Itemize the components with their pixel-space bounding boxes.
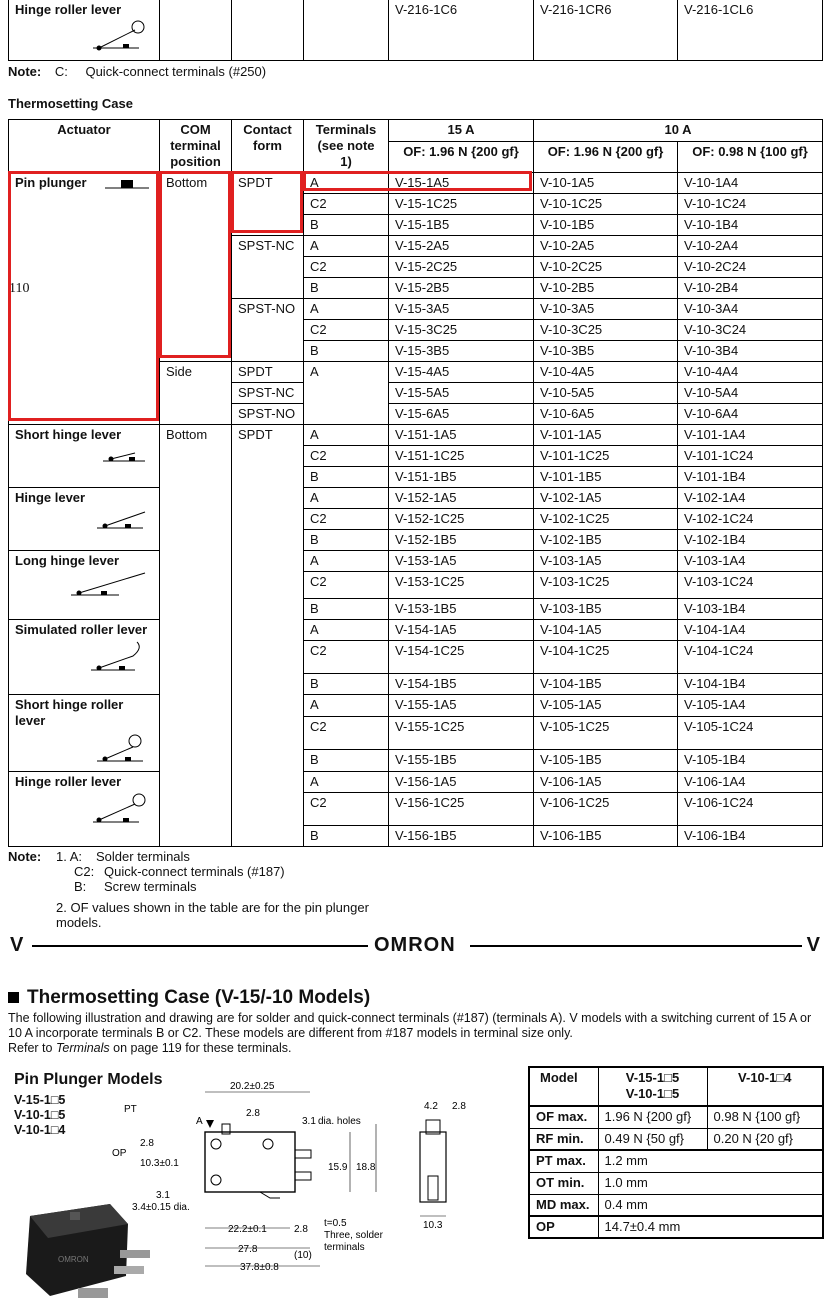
spec-table xyxy=(528,1066,824,1239)
table-row xyxy=(9,173,823,194)
terminal-cell: A xyxy=(304,695,389,717)
model-15a-cell: V-15-3A5 xyxy=(389,299,534,320)
short-hinge-lever-icon xyxy=(15,443,155,465)
model-10b-cell: V-106-1B4 xyxy=(678,826,823,847)
spec-row xyxy=(529,1172,823,1194)
model-15a-cell: V-151-1C25 xyxy=(389,446,534,467)
pin-plunger-icon xyxy=(103,176,153,190)
footer-rule-left xyxy=(32,945,368,947)
actuator-label: Hinge lever xyxy=(15,490,86,505)
spec-val: 0.20 N {20 gf} xyxy=(707,1128,823,1150)
spec-val: 1.0 mm xyxy=(598,1172,823,1194)
model-15a-cell: V-152-1A5 xyxy=(389,488,534,509)
model-10a-cell: V-10-2C25 xyxy=(534,257,678,278)
terminal-cell: C2 xyxy=(304,320,389,341)
terminal-cell: B xyxy=(304,278,389,299)
actuator-label: Long hinge lever xyxy=(15,553,120,568)
model-10b-cell: V-101-1A4 xyxy=(678,425,823,446)
spec-row xyxy=(529,1128,823,1150)
model-10b-cell: V-10-2A4 xyxy=(678,236,823,257)
com-cell: Side xyxy=(160,362,232,425)
spec-row xyxy=(529,1216,823,1238)
model-15a-cell: V-15-2A5 xyxy=(389,236,534,257)
model-10a-cell: V-10-3B5 xyxy=(534,341,678,362)
model-10b-cell: V-10-1B4 xyxy=(678,215,823,236)
header-15a: 15 A xyxy=(389,120,534,142)
actuator-cell xyxy=(9,695,160,772)
footer-right: V xyxy=(806,934,820,956)
simulated-roller-lever-icon xyxy=(15,638,155,674)
dim-188: 18.8 xyxy=(356,1162,376,1173)
terminal-cell: C2 xyxy=(304,446,389,467)
model-10b-cell: V-10-3C24 xyxy=(678,320,823,341)
spec-val: 1.96 N {200 gf} xyxy=(598,1106,707,1128)
table-row xyxy=(9,695,823,717)
model-10a-cell: V-105-1B5 xyxy=(534,750,678,772)
footer-band xyxy=(8,934,822,958)
model-10b-cell: V-102-1C24 xyxy=(678,509,823,530)
actuator-label: Hinge roller lever xyxy=(15,2,122,17)
note-1a: Solder terminals xyxy=(96,849,190,864)
model-15a-cell: V-154-1C25 xyxy=(389,641,534,674)
dim-28c: 2.8 xyxy=(294,1224,308,1235)
note-1c: Screw terminals xyxy=(104,879,197,894)
dim-10: (10) xyxy=(294,1250,312,1261)
terminal-cell: B xyxy=(304,215,389,236)
model-10b-cell: V-10-6A4 xyxy=(678,404,823,425)
long-hinge-lever-icon xyxy=(15,569,155,599)
cell: V-216-1C6 xyxy=(389,0,534,61)
terminal-cell: C2 xyxy=(304,509,389,530)
spec-val: 0.49 N {50 gf} xyxy=(598,1128,707,1150)
p2-a: Refer to xyxy=(8,1041,56,1055)
model-10a-cell: V-103-1B5 xyxy=(534,599,678,620)
model-10b-cell: V-105-1A4 xyxy=(678,695,823,717)
hinge-roller-lever-icon xyxy=(15,18,155,54)
section2-heading xyxy=(8,987,370,1009)
model-10b-cell: V-10-4A4 xyxy=(678,362,823,383)
model-10b-cell: V-103-1A4 xyxy=(678,551,823,572)
actuator-label: Simulated roller lever xyxy=(15,622,148,637)
svg-text:OMRON: OMRON xyxy=(58,1255,89,1264)
contact-cell: SPDT xyxy=(232,173,304,236)
terminal-cell: C2 xyxy=(304,716,389,750)
model-10b-cell: V-103-1C24 xyxy=(678,572,823,599)
model-10b-cell: V-104-1C24 xyxy=(678,641,823,674)
spec-h-c1a: V-15-1□5 xyxy=(625,1070,680,1085)
spec-key: OF max. xyxy=(529,1106,598,1128)
model-10a-cell: V-10-4A5 xyxy=(534,362,678,383)
contact-cell: SPDT xyxy=(232,425,304,847)
spec-key: OP xyxy=(529,1216,598,1238)
spec-val: 1.2 mm xyxy=(598,1150,823,1172)
com-cell: Bottom xyxy=(160,425,232,847)
dim-159: 15.9 xyxy=(328,1162,348,1173)
model-10a-cell: V-10-6A5 xyxy=(534,404,678,425)
spec-val: 14.7±0.4 mm xyxy=(598,1216,823,1238)
header-actuator: Actuator xyxy=(9,120,160,173)
header-contact: Contact form xyxy=(232,120,304,173)
spec-row xyxy=(529,1194,823,1216)
p2-italic: Terminals xyxy=(55,1041,110,1055)
model-15a-cell: V-153-1C25 xyxy=(389,572,534,599)
footer-left: V xyxy=(10,934,24,956)
model-10b-cell: V-104-1B4 xyxy=(678,674,823,695)
model-10a-cell: V-101-1A5 xyxy=(534,425,678,446)
actuator-cell xyxy=(9,551,160,620)
dim-t: t=0.5 xyxy=(324,1218,347,1229)
contact-cell: SPST-NC xyxy=(232,383,304,404)
model-15a-cell: V-152-1B5 xyxy=(389,530,534,551)
side-103: 10.3 xyxy=(423,1220,443,1231)
model-15a-cell: V-155-1A5 xyxy=(389,695,534,717)
model-10a-cell: V-10-1A5 xyxy=(534,173,678,194)
note-text: Quick-connect terminals (#250) xyxy=(85,64,267,79)
terminal-cell: B xyxy=(304,599,389,620)
terminal-cell: B xyxy=(304,341,389,362)
model-15a-cell: V-154-1B5 xyxy=(389,674,534,695)
terminal-cell: C2 xyxy=(304,641,389,674)
spec-row xyxy=(529,1150,823,1172)
dim-222: 22.2±0.1 xyxy=(228,1224,267,1235)
model-10a-cell: V-104-1B5 xyxy=(534,674,678,695)
table-row xyxy=(9,488,823,509)
contact-cell: SPDT xyxy=(232,362,304,383)
terminal-cell: A xyxy=(304,425,389,446)
model-15a-cell: V-155-1B5 xyxy=(389,750,534,772)
terminal-cell: B xyxy=(304,826,389,847)
terminal-cell: C2 xyxy=(304,572,389,599)
model-10a-cell: V-103-1A5 xyxy=(534,551,678,572)
terminal-cell: A xyxy=(304,173,389,194)
spec-key: OT min. xyxy=(529,1172,598,1194)
model-10a-cell: V-101-1B5 xyxy=(534,467,678,488)
notes-label: Note: xyxy=(8,849,42,864)
dim-31: 3.1 xyxy=(302,1116,316,1127)
model-10a-cell: V-102-1C25 xyxy=(534,509,678,530)
model-10b-cell: V-10-1A4 xyxy=(678,173,823,194)
model-3: V-10-1□4 xyxy=(14,1123,66,1137)
model-15a-cell: V-156-1B5 xyxy=(389,826,534,847)
model-10a-cell: V-103-1C25 xyxy=(534,572,678,599)
model-10a-cell: V-10-2B5 xyxy=(534,278,678,299)
square-bullet-icon xyxy=(8,992,19,1003)
actuator-cell xyxy=(9,173,160,425)
model-10b-cell: V-103-1B4 xyxy=(678,599,823,620)
note-1b-key: C2: xyxy=(74,864,95,879)
dim-top: 20.2±0.25 xyxy=(230,1081,275,1092)
section2-title: Thermosetting Case (V-15/-10 Models) xyxy=(27,987,371,1008)
model-15a-cell: V-152-1C25 xyxy=(389,509,534,530)
top-actuator-cell xyxy=(9,0,160,61)
model-10a-cell: V-101-1C25 xyxy=(534,446,678,467)
model-10b-cell: V-10-3B4 xyxy=(678,341,823,362)
model-15a-cell: V-15-4A5 xyxy=(389,362,534,383)
model-10a-cell: V-106-1B5 xyxy=(534,826,678,847)
model-10a-cell: V-10-3C25 xyxy=(534,320,678,341)
hinge-lever-icon xyxy=(15,506,155,532)
actuator-cell xyxy=(9,772,160,847)
terminal-cell: B xyxy=(304,674,389,695)
table-row xyxy=(9,551,823,572)
spec-val: 0.4 mm xyxy=(598,1194,823,1216)
model-10a-cell: V-10-5A5 xyxy=(534,383,678,404)
hinge-roller-lever-icon xyxy=(15,790,155,826)
model-10a-cell: V-104-1C25 xyxy=(534,641,678,674)
model-10a-cell: V-104-1A5 xyxy=(534,620,678,641)
model-2: V-10-1□5 xyxy=(14,1108,66,1122)
model-10b-cell: V-106-1A4 xyxy=(678,772,823,793)
model-10b-cell: V-10-1C24 xyxy=(678,194,823,215)
omron-logo: OMRON xyxy=(374,934,456,956)
table-row xyxy=(9,425,823,446)
model-10a-cell: V-102-1A5 xyxy=(534,488,678,509)
actuator-cell xyxy=(9,488,160,551)
dim-a: A xyxy=(196,1116,203,1127)
thermosetting-table xyxy=(8,119,823,847)
short-hinge-roller-lever-icon xyxy=(15,729,155,765)
terminal-cell: A xyxy=(304,236,389,257)
dim-378: 37.8±0.8 xyxy=(240,1262,279,1273)
dim-terminals: terminals xyxy=(324,1242,365,1253)
top-table xyxy=(8,0,823,61)
dim-pt: PT xyxy=(124,1104,137,1115)
terminal-cell: A xyxy=(304,772,389,793)
spec-val: 0.98 N {100 gf} xyxy=(707,1106,823,1128)
dim-three: Three, solder xyxy=(324,1230,383,1241)
actuator-cell xyxy=(9,425,160,488)
model-15a-cell: V-15-5A5 xyxy=(389,383,534,404)
model-15a-cell: V-15-2C25 xyxy=(389,257,534,278)
model-10a-cell: V-106-1A5 xyxy=(534,772,678,793)
model-15a-cell: V-15-3B5 xyxy=(389,341,534,362)
model-10a-cell: V-102-1B5 xyxy=(534,530,678,551)
model-15a-cell: V-156-1C25 xyxy=(389,793,534,826)
com-cell: Bottom xyxy=(160,173,232,362)
notes xyxy=(8,849,408,930)
model-15a-cell: V-155-1C25 xyxy=(389,716,534,750)
model-10b-cell: V-101-1B4 xyxy=(678,467,823,488)
terminal-cell: A xyxy=(304,299,389,320)
terminal-cell: C2 xyxy=(304,194,389,215)
model-15a-cell: V-156-1A5 xyxy=(389,772,534,793)
note-1b: Quick-connect terminals (#187) xyxy=(104,864,285,879)
model-10a-cell: V-105-1C25 xyxy=(534,716,678,750)
header-of15: OF: 1.96 N {200 gf} xyxy=(389,141,534,172)
model-list xyxy=(14,1093,65,1138)
contact-cell: SPST-NO xyxy=(232,299,304,362)
note-2: 2. OF values shown in the table are for the pin plunger models. xyxy=(56,900,369,930)
cell xyxy=(304,0,389,61)
actuator-label: Short hinge roller lever xyxy=(15,697,124,728)
dim-34: 3.4±0.15 dia. xyxy=(132,1202,190,1213)
section2-p1: The following illustration and drawing are for solder and quick-connect terminals (#187) (terminals A). V models with a switching current of 15 A or 10 A incorporate terminals B or C2. These models are different from #187 models in terminal size only. xyxy=(8,1011,812,1040)
actuator-label: Hinge roller lever xyxy=(15,774,122,789)
terminal-cell: A xyxy=(304,488,389,509)
model-15a-cell: V-15-6A5 xyxy=(389,404,534,425)
actuator-label: Pin plunger xyxy=(15,175,87,190)
dim-28: 2.8 xyxy=(246,1108,260,1119)
model-10b-cell: V-104-1A4 xyxy=(678,620,823,641)
section-title: Thermosetting Case xyxy=(8,96,133,111)
model-10a-cell: V-10-1C25 xyxy=(534,194,678,215)
table-row xyxy=(9,620,823,641)
note-key: C: xyxy=(54,64,68,79)
contact-cell: SPST-NO xyxy=(232,404,304,425)
spec-key: MD max. xyxy=(529,1194,598,1216)
pin-title: Pin Plunger Models xyxy=(14,1071,163,1088)
dim-31b: 3.1 xyxy=(156,1190,170,1201)
model-15a-cell: V-153-1A5 xyxy=(389,551,534,572)
model-10b-cell: V-10-2C24 xyxy=(678,257,823,278)
terminal-cell: B xyxy=(304,750,389,772)
side-28: 2.8 xyxy=(452,1101,466,1112)
spec-h-col2: V-10-1□4 xyxy=(707,1067,823,1106)
spec-h-c1b: V-10-1□5 xyxy=(625,1086,680,1101)
model-10b-cell: V-10-3A4 xyxy=(678,299,823,320)
spec-h-model: Model xyxy=(529,1067,598,1106)
section2-body xyxy=(8,1011,824,1056)
p2-b: on page 119 for these terminals. xyxy=(109,1041,292,1055)
dim-103: 10.3±0.1 xyxy=(140,1158,179,1169)
cell: V-216-1CR6 xyxy=(534,0,678,61)
model-15a-cell: V-154-1A5 xyxy=(389,620,534,641)
actuator-number: 110 xyxy=(9,281,30,296)
model-10b-cell: V-105-1C24 xyxy=(678,716,823,750)
header-10a: 10 A xyxy=(534,120,823,142)
terminal-cell: C2 xyxy=(304,257,389,278)
dim-op: OP xyxy=(112,1148,127,1159)
cell: V-216-1CL6 xyxy=(678,0,823,61)
spec-key: RF min. xyxy=(529,1128,598,1150)
model-15a-cell: V-151-1A5 xyxy=(389,425,534,446)
model-10b-cell: V-106-1C24 xyxy=(678,793,823,826)
model-15a-cell: V-151-1B5 xyxy=(389,467,534,488)
contact-cell: SPST-NC xyxy=(232,236,304,299)
model-15a-cell: V-15-1C25 xyxy=(389,194,534,215)
terminal-cell: A xyxy=(304,362,389,425)
note-label: Note: xyxy=(8,64,42,79)
header-com: COM terminal position xyxy=(160,120,232,173)
note-1: 1. A: xyxy=(56,849,83,864)
model-10b-cell: V-102-1A4 xyxy=(678,488,823,509)
model-1: V-15-1□5 xyxy=(14,1093,66,1107)
spec-key: PT max. xyxy=(529,1150,598,1172)
note-top xyxy=(8,64,266,79)
terminal-cell: B xyxy=(304,530,389,551)
header-of10a: OF: 1.96 N {200 gf} xyxy=(534,141,678,172)
actuator-cell xyxy=(9,620,160,695)
footer-rule-right xyxy=(470,945,802,947)
actuator-label: Short hinge lever xyxy=(15,427,122,442)
dim-28b: 2.8 xyxy=(140,1138,154,1149)
spec-row xyxy=(529,1106,823,1128)
header-terminals: Terminals (see note 1) xyxy=(304,120,389,173)
model-15a-cell: V-153-1B5 xyxy=(389,599,534,620)
dimension-drawing xyxy=(110,1080,510,1280)
spec-h-col1 xyxy=(598,1067,707,1106)
cell xyxy=(232,0,304,61)
model-10b-cell: V-10-2B4 xyxy=(678,278,823,299)
dim-holes: dia. holes xyxy=(318,1116,361,1127)
model-15a-cell: V-15-3C25 xyxy=(389,320,534,341)
model-10a-cell: V-10-3A5 xyxy=(534,299,678,320)
terminal-cell: C2 xyxy=(304,793,389,826)
model-10a-cell: V-10-2A5 xyxy=(534,236,678,257)
terminal-cell: B xyxy=(304,467,389,488)
model-10b-cell: V-105-1B4 xyxy=(678,750,823,772)
model-10b-cell: V-10-5A4 xyxy=(678,383,823,404)
model-15a-cell: V-15-1B5 xyxy=(389,215,534,236)
dim-278: 27.8 xyxy=(238,1244,258,1255)
side-42: 4.2 xyxy=(424,1101,438,1112)
note-1c-key: B: xyxy=(74,879,87,894)
cell xyxy=(160,0,232,61)
model-10b-cell: V-101-1C24 xyxy=(678,446,823,467)
model-10a-cell: V-105-1A5 xyxy=(534,695,678,717)
terminal-cell: A xyxy=(304,551,389,572)
header-of10b: OF: 0.98 N {100 gf} xyxy=(678,141,823,172)
model-10a-cell: V-10-1B5 xyxy=(534,215,678,236)
terminal-cell: A xyxy=(304,620,389,641)
model-10a-cell: V-106-1C25 xyxy=(534,793,678,826)
model-15a-cell: V-15-2B5 xyxy=(389,278,534,299)
section2-p2 xyxy=(8,1041,824,1056)
model-10b-cell: V-102-1B4 xyxy=(678,530,823,551)
table-row xyxy=(9,772,823,793)
model-15a-cell: V-15-1A5 xyxy=(389,173,534,194)
